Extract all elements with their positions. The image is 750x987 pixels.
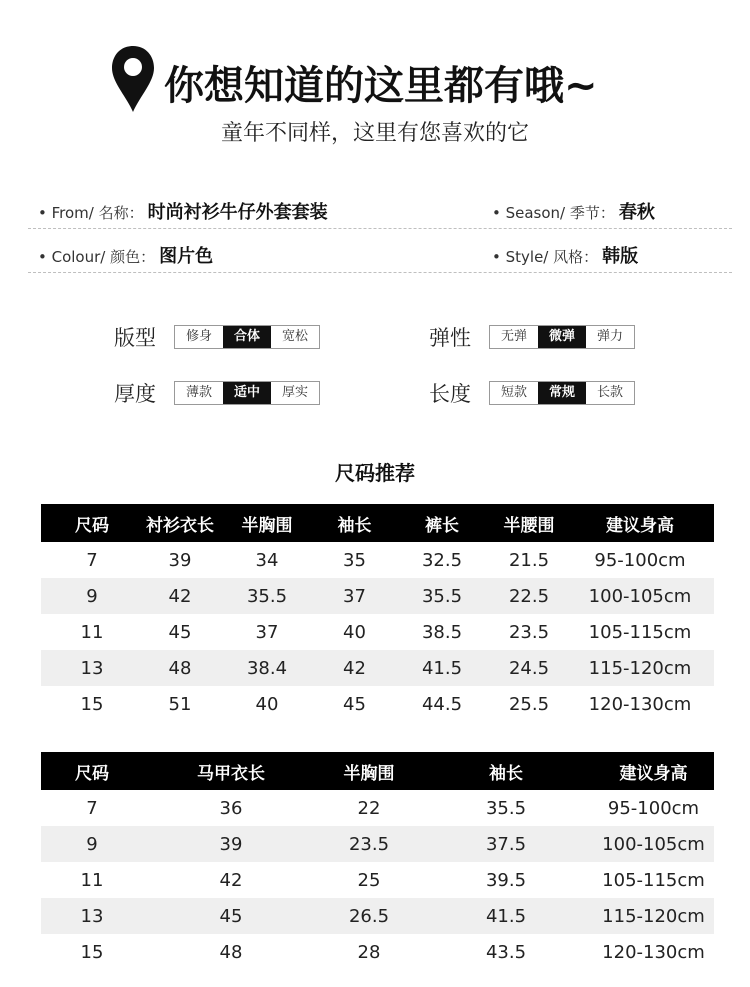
table-cell: 39.5 — [485, 869, 527, 891]
info-value: 韩版 — [602, 246, 639, 267]
table-cell: 24.5 — [492, 650, 566, 686]
info-label: • From/ 名称： — [38, 204, 144, 222]
table-cell: 48 — [219, 941, 243, 963]
table-row — [41, 826, 714, 862]
table-cell: 11 — [80, 869, 104, 891]
info-label: • Colour/ 颜色： — [38, 248, 156, 266]
table-row — [41, 614, 714, 650]
table-cell: 37 — [317, 578, 392, 614]
table-cell: 42 — [317, 650, 392, 686]
table-cell: 34 — [255, 549, 279, 571]
table-cell: 22 — [357, 797, 381, 819]
info-row — [28, 194, 732, 229]
table-header-row — [41, 752, 714, 790]
column-header: 袖长 — [419, 752, 593, 790]
table-row — [41, 790, 714, 826]
table-cell: 95-100cm — [594, 549, 686, 571]
option-short: 短款 — [500, 385, 527, 400]
table-cell: 40 — [255, 693, 279, 715]
table-cell: 45 — [168, 621, 192, 643]
table-cell: 105-115cm — [602, 869, 705, 891]
table-cell: 9 — [41, 578, 143, 614]
table-cell: 42 — [143, 578, 217, 614]
header — [0, 40, 750, 150]
option-group — [174, 381, 320, 405]
table-cell: 36 — [219, 797, 243, 819]
table-cell: 37.5 — [419, 826, 593, 862]
column-header: 尺码 — [41, 752, 143, 790]
option-regular-length-selected: 常规 — [538, 382, 586, 404]
table-cell: 43.5 — [485, 941, 527, 963]
info-name — [38, 198, 328, 226]
table-cell: 40 — [343, 621, 366, 643]
option-medium-selected: 适中 — [223, 382, 271, 404]
option-slight-stretch-selected: 微弹 — [538, 326, 586, 348]
table-cell: 35.5 — [485, 797, 527, 819]
attr-label: 长度 — [429, 382, 471, 406]
table-row — [41, 862, 714, 898]
table-cell: 9 — [41, 826, 143, 862]
table-row — [41, 542, 714, 578]
table-cell: 22.5 — [492, 578, 566, 614]
location-pin-icon — [110, 44, 156, 114]
table-cell: 45 — [343, 693, 366, 715]
attr-label: 弹性 — [429, 326, 471, 350]
page-title: 你想知道的这里都有哦~ — [164, 63, 598, 109]
option-thin: 薄款 — [185, 385, 212, 400]
table-cell: 115-120cm — [566, 650, 714, 686]
table-cell: 23.5 — [508, 621, 550, 643]
column-header: 马甲衣长 — [143, 752, 319, 790]
table-cell: 41.5 — [419, 898, 593, 934]
table-cell: 28 — [357, 941, 381, 963]
table-cell: 51 — [168, 693, 192, 715]
table-row — [41, 686, 714, 722]
table-cell: 115-120cm — [593, 898, 714, 934]
column-header: 尺码 — [41, 504, 143, 542]
column-header: 半胸围 — [319, 752, 419, 790]
info-label: • Season/ 季节： — [492, 204, 615, 222]
table-row — [41, 898, 714, 934]
table-cell: 41.5 — [392, 650, 492, 686]
option-group — [489, 381, 635, 405]
table-header-row — [41, 504, 714, 542]
table-cell: 120-130cm — [602, 941, 705, 963]
column-header: 建议身高 — [593, 752, 714, 790]
table-row — [41, 578, 714, 614]
table-cell: 35 — [343, 549, 366, 571]
info-value: 时尚衬衫牛仔外套套装 — [147, 202, 328, 223]
table-cell: 15 — [80, 693, 104, 715]
table-cell: 38.5 — [421, 621, 463, 643]
table-cell: 35.5 — [217, 578, 317, 614]
attr-label: 版型 — [114, 326, 156, 350]
info-value: 图片色 — [159, 246, 214, 267]
option-stretch: 弹力 — [596, 329, 623, 344]
shirt-size-table — [41, 504, 714, 722]
column-header: 裤长 — [392, 504, 492, 542]
table-cell: 39 — [168, 549, 192, 571]
table-cell: 13 — [41, 650, 143, 686]
table-cell: 120-130cm — [588, 693, 692, 715]
option-group — [489, 325, 635, 349]
info-label: • Style/ 风格： — [492, 248, 599, 266]
table-cell: 11 — [80, 621, 104, 643]
table-cell: 37 — [255, 621, 279, 643]
option-loose: 宽松 — [281, 329, 308, 344]
page-subtitle: 童年不同样，这里有您喜欢的它 — [220, 121, 529, 146]
table-row — [41, 650, 714, 686]
table-cell: 23.5 — [319, 826, 419, 862]
table-cell: 100-105cm — [566, 578, 714, 614]
table-cell: 15 — [80, 941, 104, 963]
table-cell: 105-115cm — [588, 621, 692, 643]
info-season — [492, 198, 655, 226]
column-header: 建议身高 — [566, 504, 714, 542]
table-cell: 100-105cm — [593, 826, 714, 862]
table-cell: 32.5 — [421, 549, 463, 571]
option-regular-selected: 合体 — [223, 326, 271, 348]
section-title: 尺码推荐 — [335, 461, 415, 485]
option-thick: 厚实 — [281, 385, 308, 400]
table-cell: 38.4 — [217, 650, 317, 686]
option-slim: 修身 — [185, 329, 212, 344]
table-cell: 26.5 — [319, 898, 419, 934]
column-header: 半胸围 — [217, 504, 317, 542]
option-long: 长款 — [596, 385, 623, 400]
table-cell: 7 — [86, 797, 98, 819]
option-no-stretch: 无弹 — [500, 329, 527, 344]
attr-label: 厚度 — [114, 382, 156, 406]
table-cell: 25.5 — [508, 693, 550, 715]
table-cell: 44.5 — [421, 693, 463, 715]
vest-size-table — [41, 752, 714, 970]
info-row — [28, 238, 732, 273]
table-cell: 21.5 — [508, 549, 550, 571]
table-cell: 35.5 — [392, 578, 492, 614]
table-cell: 42 — [219, 869, 243, 891]
table-cell: 39 — [143, 826, 319, 862]
table-cell: 95-100cm — [607, 797, 700, 819]
column-header: 衬衫衣长 — [143, 504, 217, 542]
column-header: 半腰围 — [492, 504, 566, 542]
table-row — [41, 934, 714, 970]
info-style — [492, 242, 638, 270]
info-colour — [38, 242, 213, 270]
info-value: 春秋 — [618, 202, 655, 223]
table-cell: 48 — [143, 650, 217, 686]
table-cell: 7 — [86, 549, 98, 571]
table-cell: 45 — [143, 898, 319, 934]
column-header: 袖长 — [317, 504, 392, 542]
option-group — [174, 325, 320, 349]
table-cell: 25 — [357, 869, 381, 891]
table-cell: 13 — [41, 898, 143, 934]
